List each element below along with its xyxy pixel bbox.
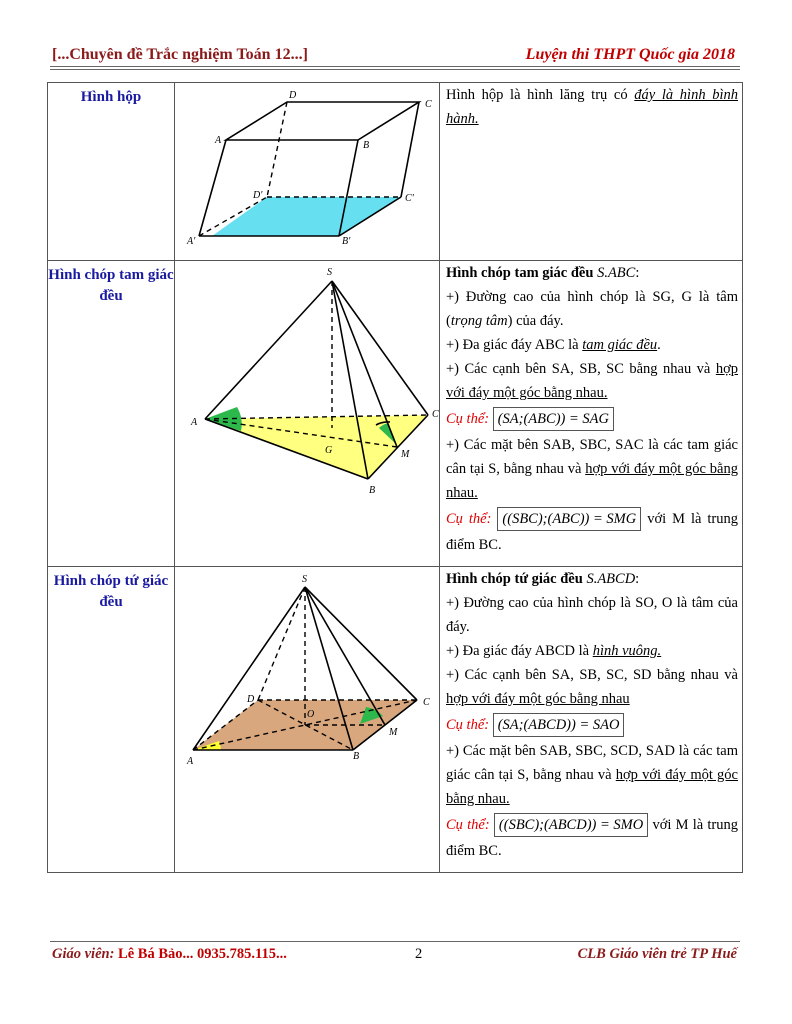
label-d: D (289, 90, 297, 101)
header-divider-thin (50, 69, 740, 70)
label-a: A (191, 417, 198, 428)
footer-divider (50, 941, 740, 942)
desc-line: +) Đường cao của hình chóp là SO, O là tâm của đáy. (446, 595, 738, 635)
label-s: S (302, 574, 307, 585)
label-d: D (247, 694, 255, 705)
desc-underlined: hợp với đáy một góc bằng nhau. (446, 361, 738, 401)
desc-line: với M là trung điểm BC. (446, 511, 738, 553)
header-divider (50, 66, 740, 67)
cu-the-label: Cụ thể: (446, 817, 490, 833)
geometry-table (47, 82, 743, 873)
desc-text: Hình hộp là hình lăng trụ có (446, 87, 635, 103)
row-name: Hình chóp tam giác đều (48, 261, 175, 567)
cu-the-label: Cụ thể: (446, 511, 492, 527)
desc-line: +) Các mặt bên SAB, SBC, SAC là các tam giác cân tại S, bằng nhau và (446, 437, 738, 477)
row-name: Hình chóp tứ giác đều (48, 567, 175, 873)
label-c: C (423, 697, 430, 708)
page-number: 2 (415, 946, 423, 962)
square-pyramid-figure (175, 567, 440, 873)
row-parallelepiped (48, 83, 743, 261)
desc-underlined: hợp với đáy một góc bằng nhau. (446, 767, 738, 807)
label-a: A (215, 135, 222, 146)
label-m: M (389, 727, 398, 738)
triangular-pyramid-description (440, 261, 743, 567)
formula-box: (SA;(ABC)) = SAG (493, 407, 614, 431)
parallelepiped-description (440, 83, 743, 261)
label-b: B (369, 485, 376, 496)
label-c-prime: C′ (405, 193, 414, 204)
cu-the-label: Cụ thể: (446, 411, 490, 427)
teacher-name: Lê Bá Bảo... 0935.785.115... (118, 946, 287, 962)
formula-box: ((SBC);(ABC)) = SMG (497, 507, 641, 531)
desc-line: +) Các cạnh bên SA, SB, SC, SD bằng nhau và (446, 667, 738, 683)
square-pyramid-svg (175, 567, 439, 867)
desc-line-end: . (657, 337, 661, 353)
desc-line: +) Đường cao của hình chóp là SG, G là tâm ( (446, 289, 738, 329)
footer-club: CLB Giáo viên trẻ TP Huế (577, 946, 737, 962)
desc-underlined: hình vuông. (592, 643, 662, 659)
row-square-pyramid (48, 567, 743, 873)
desc-underlined: hợp với đáy một góc bằng nhau (446, 691, 630, 707)
label-b: B (363, 140, 370, 151)
desc-underlined: đáy là hình bình hành. (446, 87, 738, 127)
row-name: Hình hộp (48, 83, 175, 261)
label-a: A (187, 756, 194, 767)
label-b-prime: B′ (342, 236, 351, 247)
desc-line: +) Các cạnh bên SA, SB, SC bằng nhau và (446, 361, 716, 377)
label-a-prime: A′ (187, 236, 196, 247)
formula-box: (SA;(ABCD)) = SAO (493, 713, 625, 737)
cu-the-label: Cụ thể: (446, 717, 490, 733)
base-face (212, 197, 401, 236)
desc-line: +) Đa giác đáy ABC là (446, 337, 583, 353)
parallelepiped-svg (175, 83, 439, 255)
desc-line: +) Đa giác đáy ABCD là (446, 643, 593, 659)
header-right-title: Luyện thi THPT Quốc gia 2018 (525, 46, 735, 63)
label-m: M (401, 449, 410, 460)
row-triangular-pyramid (48, 261, 743, 567)
header-left-title: [...Chuyên đề Trắc nghiệm Toán 12...] (52, 46, 308, 63)
desc-line: với M là trung điểm BC. (446, 817, 739, 859)
desc-title-notation: S.ABC (597, 265, 636, 281)
desc-colon: : (635, 571, 640, 587)
desc-italic: trọng tâm (450, 313, 508, 329)
desc-colon: : (635, 265, 640, 281)
desc-underlined: hợp với đáy một góc bằng nhau. (446, 461, 738, 501)
desc-title: Hình chóp tam giác đều (446, 265, 594, 281)
label-c: C (425, 99, 432, 110)
desc-line-end: ) của đáy. (507, 313, 564, 329)
label-c: C (432, 409, 439, 420)
desc-title-notation: S.ABCD (586, 571, 636, 587)
parallelepiped-figure (175, 83, 440, 261)
desc-title: Hình chóp tứ giác đều (446, 571, 583, 587)
triangular-pyramid-svg (175, 261, 439, 561)
label-o: O (307, 709, 315, 720)
triangular-pyramid-figure (175, 261, 440, 567)
label-b: B (353, 751, 360, 762)
label-g: G (325, 445, 333, 456)
desc-underlined: tam giác đều (582, 337, 658, 353)
square-pyramid-description (440, 567, 743, 873)
label-d-prime: D′ (253, 190, 263, 201)
footer-teacher (52, 946, 287, 963)
teacher-label: Giáo viên: (52, 946, 115, 962)
desc-line: +) Các mặt bên SAB, SBC, SCD, SAD là các tam giác cân tại S, bằng nhau và (446, 743, 738, 783)
formula-box: ((SBC);(ABCD)) = SMO (494, 813, 648, 837)
label-s: S (327, 267, 332, 278)
